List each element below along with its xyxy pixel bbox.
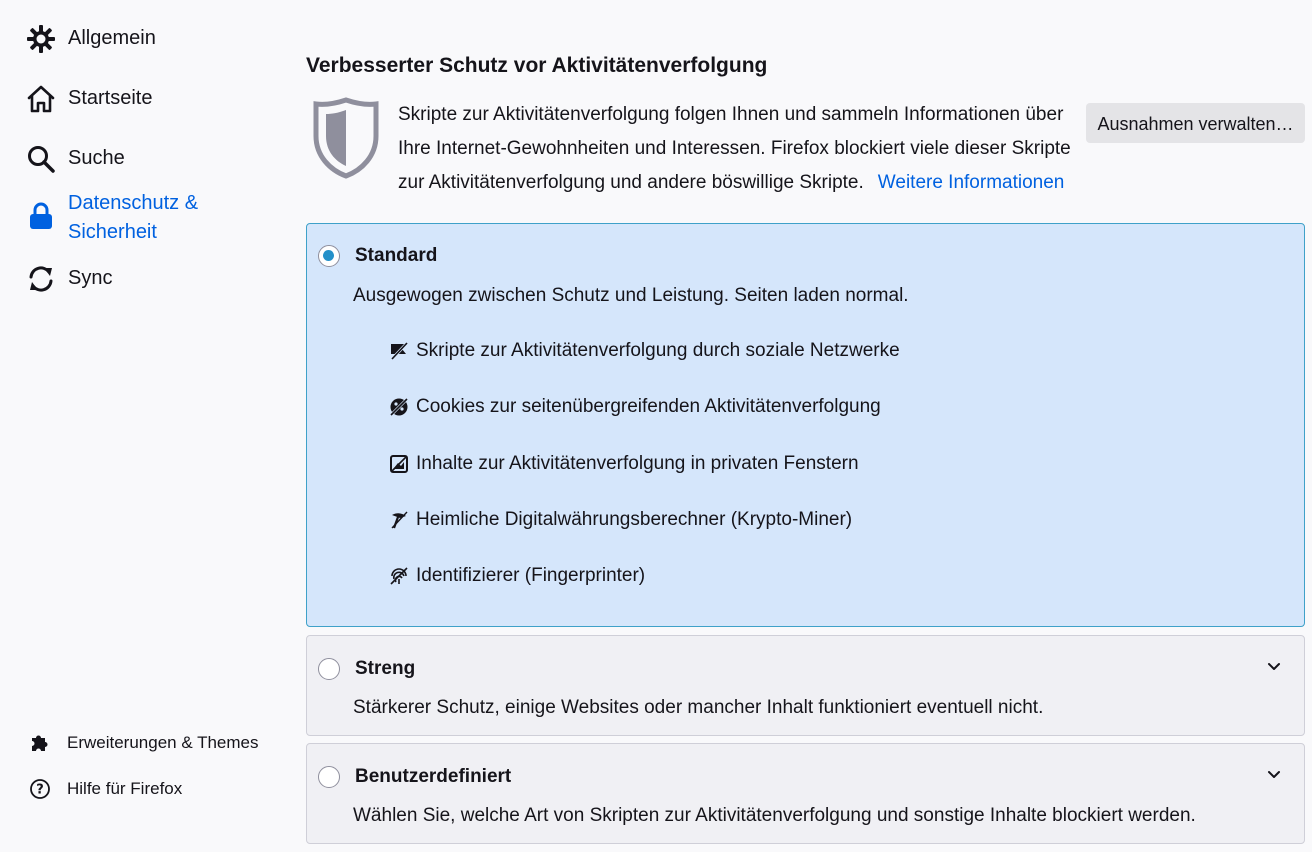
sidebar-item-search[interactable] (26, 144, 125, 174)
sidebar-item-general[interactable] (26, 24, 156, 54)
custom-option-card[interactable] (306, 743, 1305, 844)
gear-icon (26, 24, 56, 54)
lock-icon (26, 201, 56, 231)
tracking-content-icon (389, 454, 409, 474)
fingerprinter-icon (389, 566, 409, 586)
feature-label: Identifizierer (Fingerprinter) (416, 565, 646, 586)
feature-label: Heimliche Digitalwährungsberechner (Krypto-Miner) (416, 509, 853, 530)
shield-icon (310, 96, 382, 180)
firefox-help-link[interactable] (28, 777, 182, 801)
standard-label: Standard (355, 245, 438, 266)
feature-item (389, 453, 859, 475)
extensions-themes-link[interactable] (28, 731, 259, 755)
etp-description: Skripte zur Aktivitätenverfolgung folgen Ihnen und sammeln Informationen über Ihre Internet-Gewohnheiten und Interessen. Firefox blockiert viele dieser Skripte zur Aktivitätenverfolgung und andere böswillige Skripte. (398, 104, 1071, 193)
sync-icon (26, 264, 56, 294)
sidebar-item-label: Suche (68, 147, 125, 169)
cryptominer-icon (389, 510, 409, 530)
cookie-icon (389, 397, 409, 417)
sidebar-item-sync[interactable] (26, 264, 112, 294)
learn-more-link[interactable]: Weitere Informationen (877, 172, 1065, 193)
standard-description: Ausgewogen zwischen Schutz und Leistung. Seiten laden normal. (353, 285, 909, 306)
sidebar-item-label: Sync (68, 267, 113, 289)
feature-label: Cookies zur seitenübergreifenden Aktivitätenverfolgung (416, 396, 881, 417)
strict-option-card[interactable] (306, 635, 1305, 736)
strict-description: Stärkerer Schutz, einige Websites oder mancher Inhalt funktioniert eventuell nicht. (353, 697, 1044, 718)
manage-exceptions-button[interactable]: Ausnahmen verwalten… (1086, 103, 1305, 143)
feature-item (389, 340, 900, 362)
feature-item (389, 509, 852, 531)
custom-description: Wählen Sie, welche Art von Skripten zur Aktivitätenverfolgung und sonstige Inhalte blockiert werden. (353, 805, 1196, 826)
social-tracker-icon (389, 341, 409, 361)
sidebar (0, 0, 290, 852)
sidebar-item-home[interactable] (26, 84, 152, 114)
search-icon (26, 144, 56, 174)
feature-item (389, 565, 645, 587)
help-icon (28, 777, 52, 801)
puzzle-icon (28, 731, 52, 755)
feature-label: Inhalte zur Aktivitätenverfolgung in privaten Fenstern (416, 453, 859, 474)
extensions-themes-label: Erweiterungen & Themes (67, 733, 259, 752)
standard-radio[interactable] (318, 245, 340, 267)
strict-label: Streng (355, 658, 416, 679)
etp-section-title: Verbesserter Schutz vor Aktivitätenverfolgung (306, 54, 768, 77)
sidebar-item-label: Startseite (68, 87, 153, 109)
strict-radio[interactable] (318, 658, 340, 680)
feature-label: Skripte zur Aktivitätenverfolgung durch soziale Netzwerke (416, 340, 900, 361)
feature-item (389, 396, 881, 418)
home-icon (26, 84, 56, 114)
custom-radio[interactable] (318, 766, 340, 788)
sidebar-item-label: Allgemein (68, 27, 156, 49)
etp-description-block (398, 98, 1078, 200)
sidebar-item-label: Datenschutz & Sicherheit (68, 192, 199, 243)
custom-label: Benutzerdefiniert (355, 766, 512, 787)
svg-text:?: ? (36, 782, 44, 798)
chevron-down-icon[interactable] (1266, 658, 1282, 674)
firefox-help-label: Hilfe für Firefox (67, 779, 183, 798)
sidebar-item-privacy[interactable] (26, 189, 258, 247)
standard-option-card[interactable] (306, 223, 1305, 627)
chevron-down-icon[interactable] (1266, 766, 1282, 782)
